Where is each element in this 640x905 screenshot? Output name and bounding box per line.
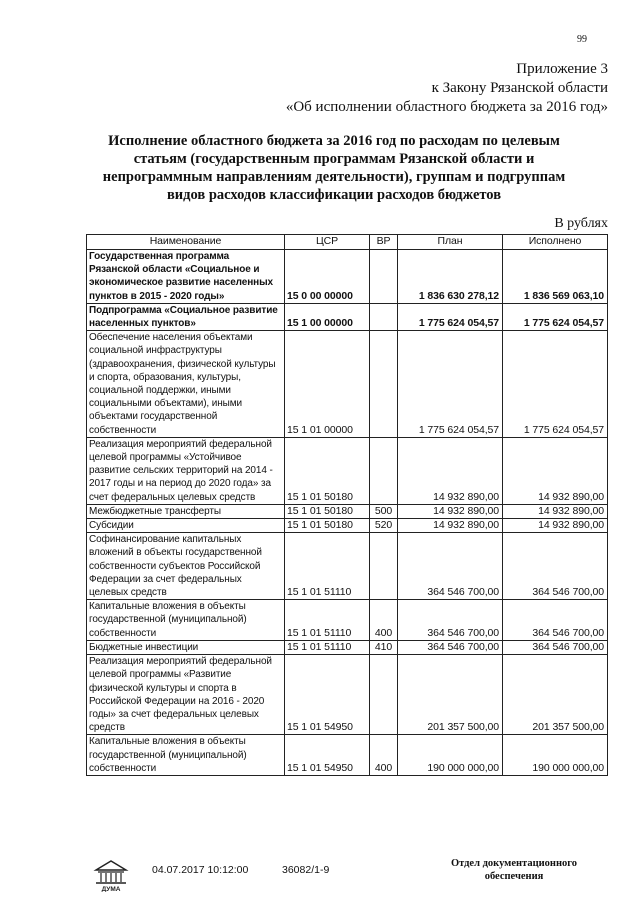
- row-vr-cell: 400: [370, 735, 398, 776]
- row-vr-cell: [370, 303, 398, 330]
- row-plan-cell: 14 932 890,00: [398, 519, 503, 533]
- row-name-cell: Бюджетные инвестиции: [87, 640, 285, 654]
- department-line: Отдел документационного: [450, 858, 578, 869]
- appendix-line: Приложение 3: [516, 61, 608, 77]
- row-csr-cell: 15 1 01 50180: [285, 504, 370, 518]
- header-plan: План: [398, 235, 503, 250]
- row-executed-cell: 364 546 700,00: [503, 640, 608, 654]
- row-executed-cell: 14 932 890,00: [503, 437, 608, 504]
- table-row: [87, 303, 608, 330]
- footer-datetime: 04.07.2017 10:12:00: [152, 864, 249, 876]
- row-executed-cell: 364 546 700,00: [503, 600, 608, 641]
- row-name-cell: Капитальные вложения в объекты государственной (муниципальной) собственности: [87, 735, 285, 776]
- row-csr-cell: 15 1 01 50180: [285, 437, 370, 504]
- title-line: Исполнение областного бюджета за 2016 год по расходам по целевым: [108, 133, 560, 149]
- header-vr: ВР: [370, 235, 398, 250]
- duma-emblem-icon: [90, 858, 132, 892]
- appendix-reference: [286, 60, 608, 117]
- appendix-line: к Закону Рязанской области: [431, 80, 608, 96]
- document-title: [60, 132, 608, 204]
- row-executed-cell: 14 932 890,00: [503, 519, 608, 533]
- row-name-cell: Подпрограмма «Социальное развитие населенных пунктов»: [87, 303, 285, 330]
- header-csr: ЦСР: [285, 235, 370, 250]
- row-csr-cell: 15 1 01 51110: [285, 640, 370, 654]
- row-name-cell: Реализация мероприятий федеральной целевой программы «Развитие физической культуры и спорта в Российской Федерации на 2016 - 2020 годы» за счет федеральных целевых средств: [87, 655, 285, 735]
- department-line: обеспечения: [484, 871, 544, 882]
- row-plan-cell: 1 775 624 054,57: [398, 303, 503, 330]
- row-vr-cell: 400: [370, 600, 398, 641]
- row-vr-cell: [370, 437, 398, 504]
- row-plan-cell: 364 546 700,00: [398, 533, 503, 600]
- row-name-cell: Межбюджетные трансферты: [87, 504, 285, 518]
- footer-document-code: 36082/1-9: [282, 864, 330, 876]
- row-vr-cell: [370, 533, 398, 600]
- row-csr-cell: 15 1 01 50180: [285, 519, 370, 533]
- row-csr-cell: 15 1 01 54950: [285, 655, 370, 735]
- row-name-cell: Софинансирование капитальных вложений в объекты государственной собственности субъектов Российской Федерации за счет федеральных целевых средств: [87, 533, 285, 600]
- table-row: [87, 437, 608, 504]
- row-csr-cell: 15 1 01 51110: [285, 533, 370, 600]
- title-line: статьям (государственным программам Рязанской области и: [133, 151, 535, 167]
- row-executed-cell: 14 932 890,00: [503, 504, 608, 518]
- table-row: [87, 640, 608, 654]
- row-executed-cell: 1 775 624 054,57: [503, 303, 608, 330]
- seal-text: ДУМА: [101, 886, 121, 892]
- row-name-cell: Государственная программа Рязанской области «Социальное и экономическое развитие населенных пунктов в 2015 - 2020 годы»: [87, 250, 285, 304]
- row-plan-cell: 1 775 624 054,57: [398, 331, 503, 438]
- row-plan-cell: 14 932 890,00: [398, 504, 503, 518]
- row-executed-cell: 1 775 624 054,57: [503, 331, 608, 438]
- row-csr-cell: 15 1 00 00000: [285, 303, 370, 330]
- table-row: [87, 250, 608, 304]
- row-name-cell: Субсидии: [87, 519, 285, 533]
- row-plan-cell: 364 546 700,00: [398, 640, 503, 654]
- table-row: [87, 504, 608, 518]
- row-csr-cell: 15 1 01 54950: [285, 735, 370, 776]
- row-executed-cell: 1 836 569 063,10: [503, 250, 608, 304]
- row-vr-cell: [370, 331, 398, 438]
- table-header-row: [87, 235, 608, 250]
- row-vr-cell: 520: [370, 519, 398, 533]
- row-vr-cell: [370, 655, 398, 735]
- row-name-cell: Капитальные вложения в объекты государственной (муниципальной) собственности: [87, 600, 285, 641]
- row-vr-cell: [370, 250, 398, 304]
- row-plan-cell: 201 357 500,00: [398, 655, 503, 735]
- currency-units: В рублях: [554, 216, 608, 231]
- table-row: [87, 600, 608, 641]
- page-number: 99: [577, 34, 587, 45]
- row-csr-cell: 15 0 00 00000: [285, 250, 370, 304]
- row-csr-cell: 15 1 01 51110: [285, 600, 370, 641]
- title-line: непрограммным направлениям деятельности), группам и подгруппам: [102, 169, 566, 185]
- row-name-cell: Реализация мероприятий федеральной целевой программы «Устойчивое развитие сельских территорий на 2014 - 2017 годы и на период до 2020 года» за счет федеральных целевых средств: [87, 437, 285, 504]
- row-plan-cell: 1 836 630 278,12: [398, 250, 503, 304]
- row-name-cell: Обеспечение населения объектами социальной инфраструктуры (здравоохранения, физической культуры и спорта, образования, культуры, социальной поддержки, иными социальными объектами), иными объектами государственной собственности: [87, 331, 285, 438]
- row-vr-cell: 500: [370, 504, 398, 518]
- row-csr-cell: 15 1 01 00000: [285, 331, 370, 438]
- row-plan-cell: 364 546 700,00: [398, 600, 503, 641]
- table-row: [87, 735, 608, 776]
- row-executed-cell: 190 000 000,00: [503, 735, 608, 776]
- table-row: [87, 533, 608, 600]
- header-executed: Исполнено: [503, 235, 608, 250]
- table-row: [87, 331, 608, 438]
- row-executed-cell: 364 546 700,00: [503, 533, 608, 600]
- title-line: видов расходов классификации расходов бюджетов: [166, 187, 502, 203]
- row-plan-cell: 14 932 890,00: [398, 437, 503, 504]
- footer-department: [440, 857, 588, 883]
- table-row: [87, 655, 608, 735]
- budget-table: [86, 234, 608, 776]
- header-name: Наименование: [87, 235, 285, 250]
- row-executed-cell: 201 357 500,00: [503, 655, 608, 735]
- row-plan-cell: 190 000 000,00: [398, 735, 503, 776]
- row-vr-cell: 410: [370, 640, 398, 654]
- table-body: [87, 250, 608, 776]
- appendix-line: «Об исполнении областного бюджета за 2016 год»: [285, 99, 608, 115]
- table-row: [87, 519, 608, 533]
